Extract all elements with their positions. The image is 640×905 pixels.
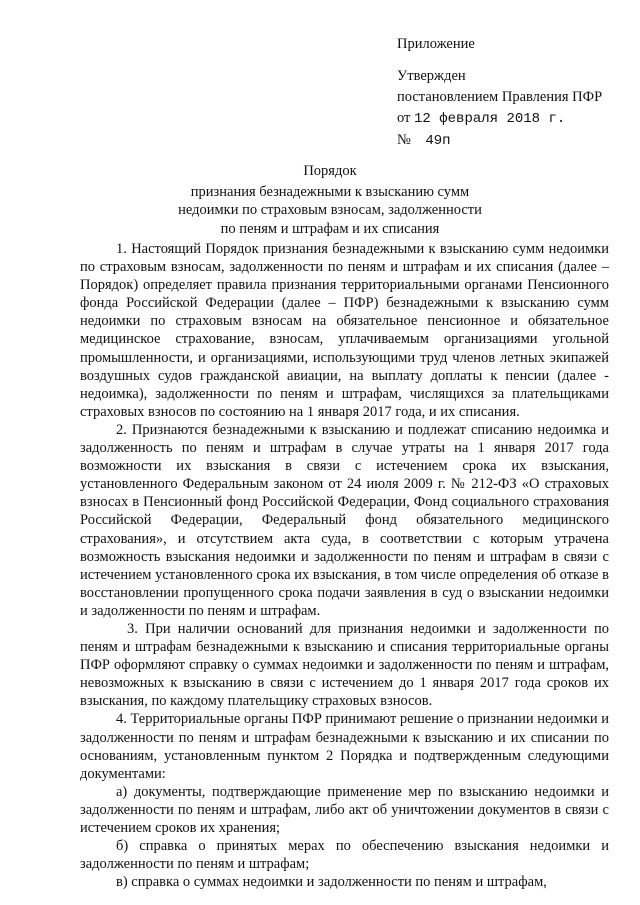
- paragraph-4b: б) справка о принятых мерах по обеспечению взыскания недоимки и задолженности по пеням и штрафам;: [80, 838, 609, 873]
- approval-date: 12 февраля 2018 г.: [414, 111, 566, 127]
- number-prefix: №: [397, 132, 411, 148]
- approval-block: [397, 34, 627, 152]
- date-prefix: от: [397, 110, 411, 126]
- approval-number-line: [397, 130, 627, 152]
- approval-number: 49п: [425, 133, 451, 149]
- paragraph-1: 1. Настоящий Порядок признания безнадежными к взысканию сумм недоимки по страховым взносам, задолженности по пеням и штрафам и их списания (далее – Порядок) определяет правила признания территориальными органами Пенсионного фонда Российской Федерации (далее – ПФР) безнадежными к взысканию сумм недоимки по страховым взносам на обязательное пенсионное и обязательное медицинское страхование, взносам, уплачиваемым организациями угольной промышленности, и организациями, использующими труд членов летных экипажей воздушных судов гражданской авиации, на выплату доплаты к пенсии (далее - недоимка), задолженности по пеням и штрафам, числящихся за плательщиками страховых взносов по состоянию на 1 января 2017 года, и их списания.: [80, 241, 609, 420]
- paragraph-4a: а) документы, подтверждающие применение мер по взысканию недоимки и задолженности по пеням и штрафам, либо акт об уничтожении документов в связи с истечением сроков их хранения;: [80, 783, 609, 836]
- paragraph-4: 4. Территориальные органы ПФР принимают решение о признании недоимки и задолженности по пеням и штрафам безнадежными к взысканию и их списании по основаниям, установленным пунктом 2 Порядка и подтвержденным следующими документами:: [80, 711, 610, 782]
- appendix-label: Приложение: [397, 36, 475, 52]
- document-body: [80, 240, 609, 891]
- approved-label: Утвержден: [397, 68, 466, 84]
- approval-date-line: [397, 108, 627, 130]
- paragraph-3: 3. При наличии оснований для признания недоимки и задолженности по пеням и штрафам безнадежными к взысканию и списания территориальные органы ПФР оформляют справку о суммах недоимки и задолженности по пеням и штрафам, невозможных к взысканию в связи с истечением до 1 января 2017 года сроков их взыскания, по каждому плательщику страховых взносов.: [80, 620, 609, 710]
- paragraph-2: 2. Признаются безнадежными к взысканию и подлежат списанию недоимка и задолженность по пеням и штрафам в случае утраты на 1 января 2017 года возможности их взыскания в связи с истечением срока их взыскания, установленного Федеральным законом от 24 июля 2009 г. № 212-ФЗ «О страховых взносах в Пенсионный фонд Российской Федерации, Фонд социального страхования Российской Федерации, Федеральный фонд обязательного медицинского страхования», и отсутствием акта суда, в соответствии с которым утрачена возможность взыскания недоимки и задолженности по пеням и штрафам в связи с истечением установленного срока их взыскания, в том числе определения об отказе в восстановлении пропущенного срока подачи заявления в суд о взыскании недоимки и задолженности по пеням и штрафам.: [80, 421, 609, 619]
- title-line-3: по пеням и штрафам и их списания: [220, 220, 440, 237]
- document-title: [150, 162, 510, 238]
- title-heading: Порядок: [303, 163, 357, 179]
- approved-by: постановлением Правления ПФР: [397, 89, 603, 105]
- title-line-2: недоимки по страховым взносам, задолженности: [178, 202, 482, 218]
- paragraph-4c: в) справка о суммах недоимки и задолженности по пеням и штрафам,: [116, 874, 547, 891]
- title-line-1: признания безнадежными к взысканию сумм: [190, 183, 470, 200]
